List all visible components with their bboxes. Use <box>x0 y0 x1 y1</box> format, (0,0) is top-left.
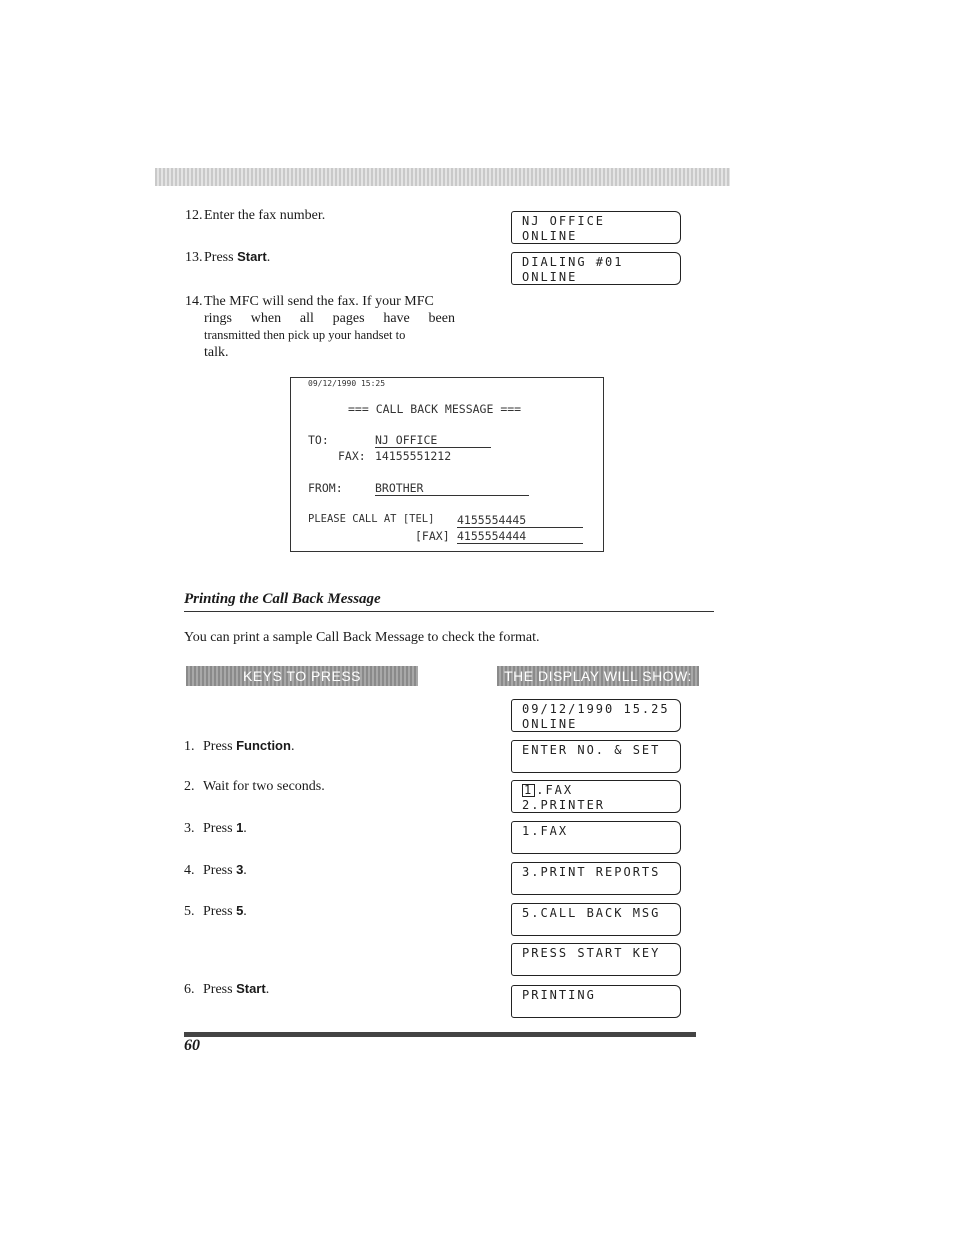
fax2-value: 4155554444 <box>457 529 527 543</box>
section-intro: You can print a sample Call Back Message to check the format. <box>184 630 540 645</box>
call-back-message-sample <box>290 377 604 552</box>
fax-label: FAX: <box>338 449 366 463</box>
step-12: 12. Enter the fax number. <box>185 208 326 223</box>
lcd-display: ENTER NO. & SET <box>511 740 681 773</box>
fax-bracket-label: [FAX] <box>415 529 450 543</box>
step-13: 13. Press Start. <box>185 249 271 265</box>
lcd-display: DIALING #01 ONLINE <box>511 252 681 285</box>
step-6: 6. Press Start. <box>184 981 270 997</box>
fax2-underline <box>457 543 583 544</box>
tel-value: 4155554445 <box>457 513 527 527</box>
tel-underline <box>457 527 583 528</box>
to-value: NJ OFFICE <box>375 433 438 447</box>
lcd-display: PRINTING <box>511 985 681 1018</box>
from-underline <box>375 495 529 496</box>
top-decorative-bar <box>155 168 730 186</box>
lcd-display: NJ OFFICE ONLINE <box>511 211 681 244</box>
from-label: FROM: <box>308 481 343 495</box>
lcd-display: 5.CALL BACK MSG <box>511 903 681 936</box>
step-1: 1. Press Function. <box>184 738 295 754</box>
lcd-display: PRESS START KEY <box>511 943 681 976</box>
lcd-display: 1 .FAX 2.PRINTER <box>511 780 681 813</box>
lcd-display: 09/12/1990 15.25 ONLINE <box>511 699 681 732</box>
fax-value: 14155551212 <box>375 449 452 463</box>
cursor-indicator: 1 <box>524 783 534 797</box>
page-number: 60 <box>184 1037 200 1054</box>
step-3: 3. Press 1. <box>184 820 247 836</box>
step-2: 2. Wait for two seconds. <box>184 779 325 794</box>
please-call-label: PLEASE CALL AT [TEL] <box>308 513 435 525</box>
message-heading: === CALL BACK MESSAGE === <box>348 402 522 416</box>
lcd-display: 3.PRINT REPORTS <box>511 862 681 895</box>
bottom-rule <box>184 1032 696 1037</box>
step-5: 5. Press 5. <box>184 903 247 919</box>
message-timestamp: 09/12/1990 15:25 <box>308 379 386 388</box>
to-underline <box>375 447 491 448</box>
section-title: Printing the Call Back Message <box>184 591 381 607</box>
lcd-display: 1.FAX <box>511 821 681 854</box>
from-value: BROTHER <box>375 481 424 495</box>
display-will-show-header: THE DISPLAY WILL SHOW: <box>497 666 699 686</box>
keys-to-press-header: KEYS TO PRESS <box>186 666 418 686</box>
to-label: TO: <box>308 433 329 447</box>
section-divider <box>184 611 714 612</box>
step-14: 14. The MFC will send the fax. If your MFC rings when all pages have been transmitted then pick up your handset to talk. <box>185 294 455 360</box>
step-4: 4. Press 3. <box>184 862 247 878</box>
